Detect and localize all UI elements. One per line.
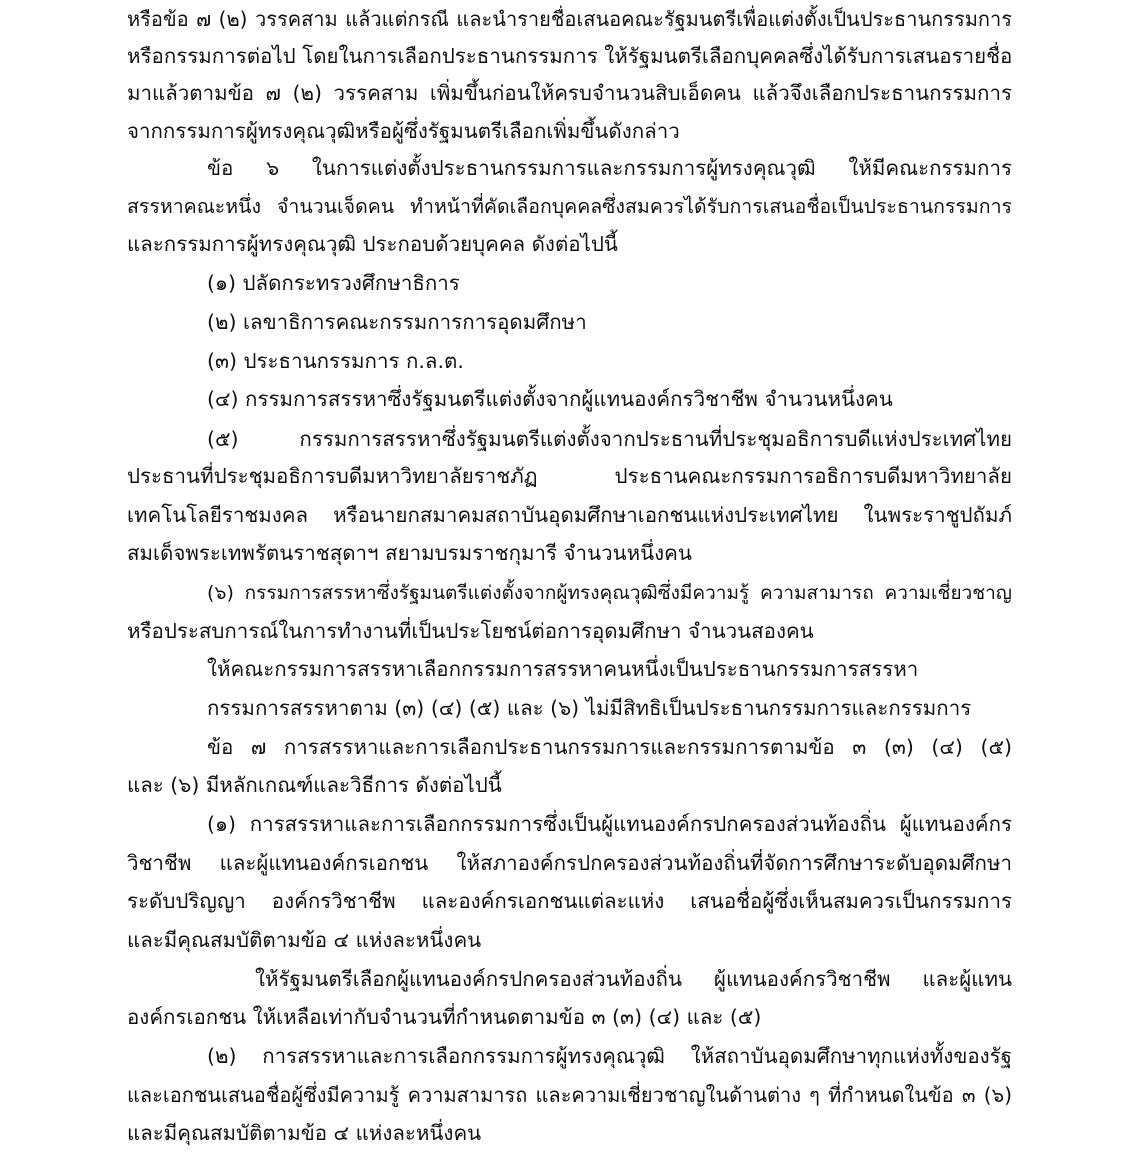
list-item: (๔) กรรมการสรรหาซึ่งรัฐมนตรีแต่งตั้งจากผู้แทนองค์กรวิชาชีพ จำนวนหนึ่งคน xyxy=(207,387,893,411)
text-line: ประธานที่ประชุมอธิการบดีมหาวิทยาลัยราชภัฏ ประธานคณะกรรมการอธิการบดีมหาวิทยาลัย xyxy=(127,464,1012,488)
list-item: (๑) การสรรหาและการเลือกกรรมการซึ่งเป็นผู้แทนองค์กรปกครองส่วนท้องถิ่น ผู้แทนองค์กร xyxy=(207,812,1012,836)
text-line: ข้อ ๖ ในการแต่งตั้งประธานกรรมการและกรรมการผู้ทรงคุณวุฒิ ให้มีคณะกรรมการ xyxy=(207,156,1012,180)
text-line: และ (๖) มีหลักเกณฑ์และวิธีการ ดังต่อไปนี้ xyxy=(127,773,502,797)
text-line: ระดับปริญญา องค์กรวิชาชีพ และองค์กรเอกชนแต่ละแห่ง เสนอชื่อผู้ซึ่งเห็นสมควรเป็นกรรมการ xyxy=(127,889,1012,913)
text-line: หรือข้อ ๗ (๒) วรรคสาม แล้วแต่กรณี และนำรายชื่อเสนอคณะรัฐมนตรีเพื่อแต่งตั้งเป็นประธานกรรมการ xyxy=(127,7,1012,31)
list-item: (๒) การสรรหาและการเลือกกรรมการผู้ทรงคุณวุฒิ ให้สถาบันอุดมศึกษาทุกแห่งทั้งของรัฐ xyxy=(207,1044,1012,1068)
text-line: มาแล้วตามข้อ ๗ (๒) วรรคสาม เพิ่มขึ้นก่อนให้ครบจำนวนสิบเอ็ดคน แล้วจึงเลือกประธานกรรมการ xyxy=(127,81,1012,105)
text-line: กรรมการสรรหาตาม (๓) (๔) (๕) และ (๖) ไม่มีสิทธิเป็นประธานกรรมการและกรรมการ xyxy=(207,696,972,720)
list-item: (๓) ประธานกรรมการ ก.ล.ต. xyxy=(207,349,464,373)
text-line: สมเด็จพระเทพรัตนราชสุดาฯ สยามบรมราชกุมารี จำนวนหนึ่งคน xyxy=(127,541,692,565)
text-line: และมีคุณสมบัติตามข้อ ๔ แห่งละหนึ่งคน xyxy=(127,1121,482,1145)
text-line: และกรรมการผู้ทรงคุณวุฒิ ประกอบด้วยบุคคล ดังต่อไปนี้ xyxy=(127,232,618,256)
text-line: เทคโนโลยีราชมงคล หรือนายกสมาคมสถาบันอุดมศึกษาเอกชนแห่งประเทศไทย ในพระราชูปถัมภ์ xyxy=(127,503,1012,527)
list-item: (๕) กรรมการสรรหาซึ่งรัฐมนตรีแต่งตั้งจากประธานที่ประชุมอธิการบดีแห่งประเทศไทย xyxy=(207,427,1012,451)
text-line: องค์กรเอกชน ให้เหลือเท่ากับจำนวนที่กำหนดตามข้อ ๓ (๓) (๔) และ (๕) xyxy=(127,1005,762,1029)
text-line: ให้รัฐมนตรีเลือกผู้แทนองค์กรปกครองส่วนท้องถิ่น ผู้แทนองค์กรวิชาชีพ และผู้แทน xyxy=(255,967,1012,991)
text-line: และเอกชนเสนอชื่อผู้ซึ่งมีความรู้ ความสามารถ และความเชี่ยวชาญในด้านต่าง ๆ ที่กำหนดในข้อ ๓ (๖) xyxy=(127,1083,1012,1107)
text-line: วิชาชีพ และผู้แทนองค์กรเอกชน ให้สภาองค์กรปกครองส่วนท้องถิ่นที่จัดการศึกษาระดับอุดมศึกษา xyxy=(127,851,1012,875)
text-line: จากกรรมการผู้ทรงคุณวุฒิหรือผู้ซึ่งรัฐมนตรีเลือกเพิ่มขึ้นดังกล่าว xyxy=(127,119,680,143)
list-item: (๖) กรรมการสรรหาซึ่งรัฐมนตรีแต่งตั้งจากผู้ทรงคุณวุฒิซึ่งมีความรู้ ความสามารถ ความเชี่ยวชาญ xyxy=(207,582,1012,604)
text-line: ข้อ ๗ การสรรหาและการเลือกประธานกรรมการและกรรมการตามข้อ ๓ (๓) (๔) (๕) xyxy=(207,735,1012,759)
text-line: ให้คณะกรรมการสรรหาเลือกกรรมการสรรหาคนหนึ่งเป็นประธานกรรมการสรรหา xyxy=(207,657,919,681)
list-item: (๑) ปลัดกระทรวงศึกษาธิการ xyxy=(207,271,460,295)
text-line: หรือกรรมการต่อไป โดยในการเลือกประธานกรรมการ ให้รัฐมนตรีเลือกบุคคลซึ่งได้รับการเสนอรายชื่อ xyxy=(127,44,1012,68)
text-line: สรรหาคณะหนึ่ง จำนวนเจ็ดคน ทำหน้าที่คัดเลือกบุคคลซึ่งสมควรได้รับการเสนอชื่อเป็นประธานกรรมการ xyxy=(127,195,1012,218)
text-line: หรือประสบการณ์ในการทำงานที่เป็นประโยชน์ต่อการอุดมศึกษา จำนวนสองคน xyxy=(127,619,814,643)
list-item: (๒) เลขาธิการคณะกรรมการการอุดมศึกษา xyxy=(207,310,587,334)
text-line: และมีคุณสมบัติตามข้อ ๔ แห่งละหนึ่งคน xyxy=(127,928,482,952)
